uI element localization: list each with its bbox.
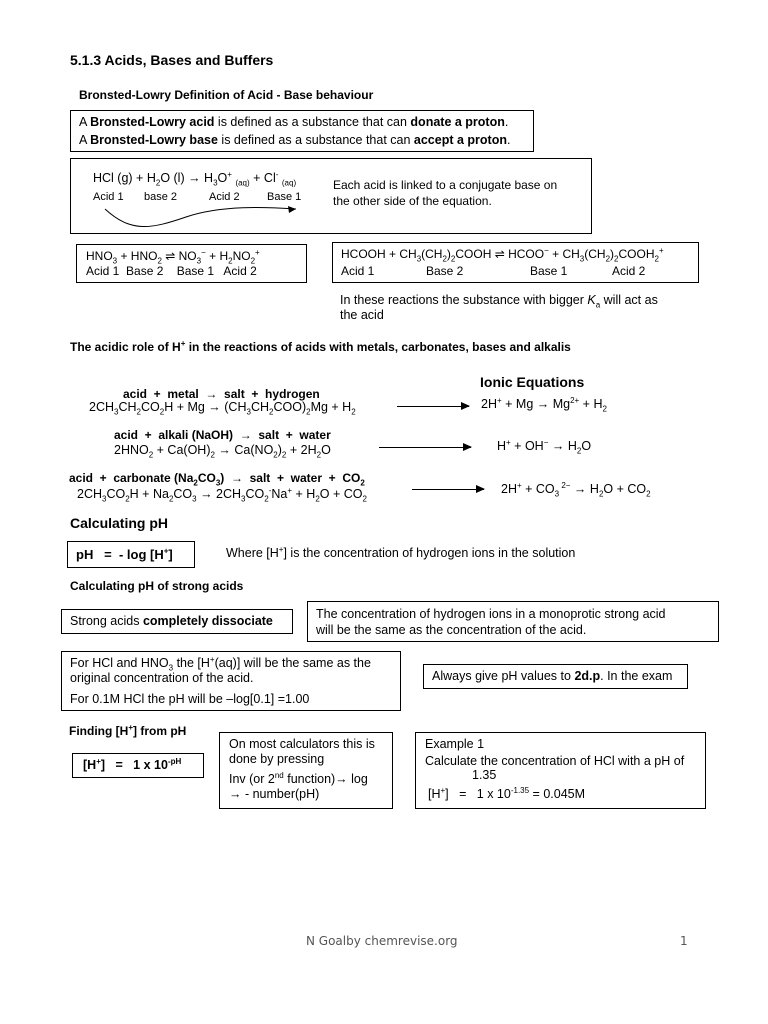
h-formula-box xyxy=(72,753,204,778)
alkali-ionic-equation: $H^+ + OH^- \to H_2O$ xyxy=(497,437,592,456)
concentration-box xyxy=(307,601,719,642)
carbonate-equation: $2CH_3CO_2H + Na_2CO_3 \to 2CH_3CO_2^-Na^+ + H_2O + CO_2$ xyxy=(77,485,367,504)
page-title: 5.1.3 Acids, Bases and Buffers xyxy=(70,52,274,68)
label-acid1: Acid 1 xyxy=(93,191,124,203)
footer-author: N Goalby chemrevise.org xyxy=(306,934,458,948)
calc-line4: → - number(pH) xyxy=(229,787,320,801)
ka-note-line2: the acid xyxy=(340,308,384,322)
ph-formula-box xyxy=(67,541,195,568)
page-number: 1 xyxy=(680,934,688,948)
hcl-equation: HCl $(g) + H_2O$ $(l) \to H_3O^+$ $_{(aq)}$ + Cl- $_{(aq)}$ xyxy=(93,169,297,188)
example-answer: [H+] = 1 x $10^{-1.35} = 0.045M$ xyxy=(428,785,586,801)
ka-note: In these reactions the substance with bigger $K_a$ will act as xyxy=(340,293,658,310)
definition-acid: A Bronsted-Lowry acid is defined as a substance that can donate a proton. xyxy=(79,115,509,129)
carbonate-ionic-equation: $2H^+ + CO_3$ $^{2-} \to H_2O + CO_2$ xyxy=(501,480,651,499)
decimal-places-text: Always give pH values to 2d.p. In the exam xyxy=(432,669,673,683)
metal-ionic-arrow xyxy=(397,406,469,407)
hcooh-acid2: Acid 2 xyxy=(612,264,646,278)
hcl-hno3-line1: For HCl and $HNO_3$ the [H+(aq)] will be the same as the xyxy=(70,654,371,673)
decimal-places-box xyxy=(423,664,688,689)
concentration-text: The concentration of hydrogen ions in a monoprotic strong acid will be the same as the concentration of the acid. xyxy=(316,607,666,637)
bronsted-lowry-heading: Bronsted-Lowry Definition of Acid - Base behaviour xyxy=(79,88,374,102)
hno3-labels: Acid 1 Base 2 Base 1 Acid 2 xyxy=(86,264,257,278)
strong-acids-box xyxy=(61,609,293,634)
strong-acids-text: Strong acids completely dissociate xyxy=(70,614,273,628)
hcooh-base2: Base 2 xyxy=(426,264,464,278)
example-title: Example 1 xyxy=(425,737,485,751)
ionic-equations-heading: Ionic Equations xyxy=(480,374,585,390)
alkali-equation: $2HNO_2 + Ca(OH)_2 \to Ca(NO_2)_2 + 2H_2O$ xyxy=(114,443,331,460)
metal-word-equation: acid + metal → salt + hydrogen xyxy=(123,387,320,401)
calc-line3: Inv (or 2nd function)→ log xyxy=(229,770,368,786)
strong-acids-heading: Calculating pH of strong acids xyxy=(70,579,244,593)
calc-line1: On most calculators this is xyxy=(229,737,375,751)
alkali-word-equation: acid + alkali (NaOH) → salt + water xyxy=(114,428,331,442)
h-formula: [H+] = 1 x $10^{-pH}$ xyxy=(83,756,182,772)
hcooh-equation: HCOOH + $CH_3(CH_2)_2COOH$ ⇌ HCOO− + $CH_3(CH_2)_2COOH_2^+$ xyxy=(341,246,664,264)
example-line2: 1.35 xyxy=(472,768,497,782)
label-acid2: Acid 2 xyxy=(209,191,240,203)
ph-formula: pH = - log [H+] xyxy=(76,546,173,562)
hcl-hno3-line2: original concentration of the acid. xyxy=(70,671,254,685)
hno3-box xyxy=(76,244,307,283)
acidic-role-heading: The acidic role of H+ in the reactions of acids with metals, carbonates, bases and alkalis xyxy=(70,339,571,354)
calculator-box xyxy=(219,732,393,809)
hcooh-base1: Base 1 xyxy=(530,264,568,278)
hno3-equation: $HNO_3 + HNO_2$ ⇌ $NO_3^- + H_2NO_2^+$ xyxy=(86,248,260,266)
hcl-hno3-line3: For 0.1M HCl the pH will be –log[0.1] =1.00 xyxy=(70,692,310,706)
label-base1: Base 1 xyxy=(267,191,302,203)
example-box xyxy=(415,732,706,809)
ph-explanation: Where [H+] is the concentration of hydrogen ions in the solution xyxy=(226,544,576,560)
hcooh-acid1: Acid 1 xyxy=(341,264,375,278)
metal-ionic-equation: $2H^+ + Mg \to Mg^{2+} + H_2$ xyxy=(481,395,607,414)
carbonate-ionic-arrow xyxy=(412,489,484,490)
definition-base: A Bronsted-Lowry base is defined as a substance that can accept a proton. xyxy=(79,133,511,147)
label-base2: base 2 xyxy=(144,191,178,203)
hcl-hno3-box xyxy=(61,651,401,711)
hcl-conjugate-box xyxy=(70,158,592,234)
conjugate-pair-arrow xyxy=(91,203,311,233)
example-line1: Calculate the concentration of HCl with a pH of xyxy=(425,754,685,768)
carbonate-word-equation: acid + carbonate $(Na_2CO_3)$ → salt + water + $CO_2$ xyxy=(69,471,365,488)
finding-h-heading: Finding [H+] from pH xyxy=(69,723,187,738)
calculating-ph-heading: Calculating pH xyxy=(70,515,169,531)
alkali-ionic-arrow xyxy=(379,447,471,448)
definitions-box xyxy=(70,110,534,152)
conjugate-note: Each acid is linked to a conjugate base on the other side of the equation. xyxy=(333,178,558,208)
hcooh-box xyxy=(332,242,699,283)
calc-line2: done by pressing xyxy=(229,752,325,766)
metal-equation: $2CH_3CH_2CO_2H + Mg \to (CH_3CH_2COO)_2Mg + H_2$ xyxy=(89,400,356,417)
